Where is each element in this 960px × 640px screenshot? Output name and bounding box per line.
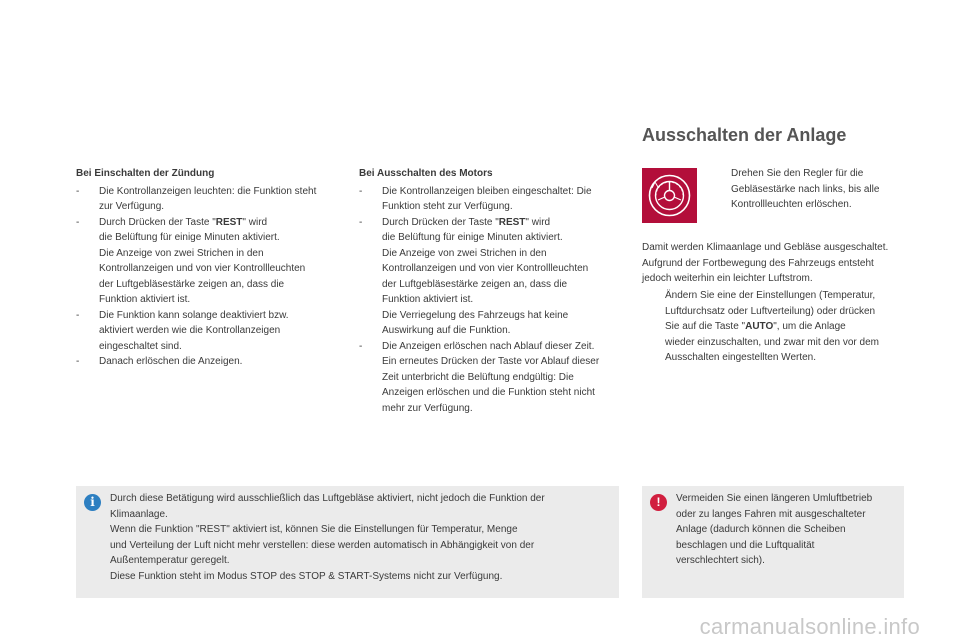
section-heading: Bei Ausschalten des Motors: [359, 168, 493, 179]
rest-key-label: REST: [498, 216, 526, 228]
text-fragment: Drehen Sie den Regler für die: [731, 168, 864, 179]
fan-knob-image: [642, 168, 697, 223]
text-line: Die Verriegelung des Fahrzeugs hat keine: [382, 309, 569, 321]
text-line: Kontrollanzeigen und von vier Kontrollleuchten: [382, 263, 589, 274]
text-line: wieder einzuschalten, und zwar mit den vor dem: [665, 336, 879, 348]
bullet-list: [76, 184, 346, 370]
text-line: Anlage (dadurch können die Scheiben: [676, 524, 846, 535]
text-line: [382, 215, 624, 231]
text-fragment: Durch Drücken der Taste ": [99, 216, 216, 228]
info-note-text: [110, 491, 545, 584]
text-line: Vermeiden Sie einen längeren Umluftbetrieb: [676, 493, 873, 504]
fan-knob-icon: [642, 168, 697, 223]
list-item: [76, 354, 346, 370]
text-line: eingeschaltet sind.: [99, 340, 182, 352]
warning-icon: !: [650, 494, 667, 511]
text-fragment: " wird: [525, 216, 551, 228]
text-line: [642, 319, 912, 335]
list-item: [359, 184, 624, 215]
text-line: - Die Kontrollanzeigen leuchten: die Funktion steht: [99, 185, 317, 197]
watermark: carmanualsonline.info: [699, 613, 920, 639]
text-line: Zeit unterbricht die Belüftung endgültig: Die: [382, 371, 574, 383]
text-line: und Verteilung der Luft nicht mehr verstellen: diese werden automatisch in Abhängigkeit von der: [110, 539, 535, 551]
info-icon: i: [84, 494, 101, 511]
text-line: Diese Funktion steht im Modus STOP des STOP & START-Systems nicht zur Verfügung.: [110, 570, 503, 582]
text-line: Gebläsestärke nach links, bis alle: [731, 183, 880, 195]
text-line: oder zu langes Fahren mit ausgeschalteter: [676, 508, 866, 520]
text-fragment: Durch Drücken der Taste ": [382, 216, 499, 228]
text-line: verschlechtert sich).: [676, 555, 765, 566]
list-item: [359, 339, 624, 417]
list-item: [76, 308, 346, 355]
text-line: - Danach erlöschen die Anzeigen.: [99, 356, 243, 367]
list-item: [76, 215, 346, 308]
text-line: beschlagen und die Luftqualität: [676, 539, 815, 551]
text-line: Kontrollleuchten erlöschen.: [731, 199, 852, 210]
text-line: Funktion aktiviert ist.: [99, 294, 191, 305]
text-line: - Die Funktion kann solange deaktiviert bzw.: [99, 309, 289, 321]
text-line: jedoch weiterhin ein leichter Luftstrom.: [642, 273, 813, 284]
text-fragment: " wird: [242, 216, 268, 228]
text-line: Kontrollanzeigen und von vier Kontrollleuchten: [99, 263, 306, 274]
text-line: Durch diese Betätigung wird ausschließlich das Luftgebläse aktiviert, nicht jedoch die Funktion der: [110, 493, 545, 504]
text-fragment: Ändern Sie eine der Einstellungen (Temperatur,: [665, 290, 876, 301]
text-line: die Belüftung für einige Minuten aktiviert.: [99, 232, 280, 243]
text-line: Luftdurchsatz oder Luftverteilung) oder drücken: [665, 305, 876, 317]
text-fragment: Sie auf die Taste ": [665, 321, 746, 332]
switch-on-instruction: [642, 288, 912, 366]
auto-key-label: AUTO: [745, 321, 774, 332]
list-item: [76, 184, 346, 215]
text-line: zur Verfügung.: [99, 201, 165, 212]
warning-note-box: [642, 486, 904, 598]
section-engine-off: [359, 166, 624, 416]
text-line: Ein erneutes Drücken der Taste vor Ablauf dieser: [382, 356, 600, 367]
text-line: Anzeigen erlöschen und die Funktion steht nicht: [382, 387, 595, 398]
text-line: der Luftgebläsestärke zeigen an, dass die: [382, 278, 568, 290]
text-line: Auswirkung auf die Funktion.: [382, 325, 511, 336]
page-title: Ausschalten der Anlage: [642, 125, 847, 145]
info-note-box: [76, 486, 619, 598]
rest-key-label: REST: [215, 216, 243, 228]
text-line: die Belüftung für einige Minuten aktiviert.: [382, 232, 563, 243]
text-line: Ausschalten eingestellten Werten.: [665, 352, 817, 363]
text-line: Funktion steht zur Verfügung.: [382, 201, 513, 212]
switch-off-paragraph: [642, 240, 912, 287]
text-line: [99, 215, 346, 231]
text-line: Funktion aktiviert ist.: [382, 294, 474, 305]
text-line: der Luftgebläsestärke zeigen an, dass die: [99, 278, 285, 290]
bullet-list: [359, 184, 624, 417]
text-line: Damit werden Klimaanlage und Gebläse ausgeschaltet.: [642, 242, 889, 253]
text-line: mehr zur Verfügung.: [382, 402, 473, 414]
list-item: [359, 215, 624, 339]
text-line: - Die Kontrollanzeigen bleiben eingeschaltet: Die: [382, 185, 592, 197]
text-fragment: ", um die Anlage: [773, 321, 846, 332]
text-line: Wenn die Funktion "REST" aktiviert ist, können Sie die Einstellungen für Temperatur, Menge: [110, 524, 518, 535]
knob-instruction: [708, 166, 908, 213]
text-line: Außentemperatur geregelt.: [110, 555, 230, 566]
text-line: - Die Anzeigen erlöschen nach Ablauf dieser Zeit.: [382, 340, 595, 352]
section-ignition-on: [76, 166, 346, 370]
text-line: Aufgrund der Fortbewegung des Fahrzeugs entsteht: [642, 257, 874, 269]
text-line: Klimaanlage.: [110, 508, 168, 520]
section-heading: Bei Einschalten der Zündung: [76, 168, 215, 179]
text-line: [642, 288, 912, 304]
text-line: [708, 166, 908, 182]
text-line: Die Anzeige von zwei Strichen in den: [382, 247, 547, 259]
text-line: aktiviert werden wie die Kontrollanzeigen: [99, 325, 281, 336]
warning-note-text: [676, 491, 872, 569]
text-line: Die Anzeige von zwei Strichen in den: [99, 247, 264, 259]
